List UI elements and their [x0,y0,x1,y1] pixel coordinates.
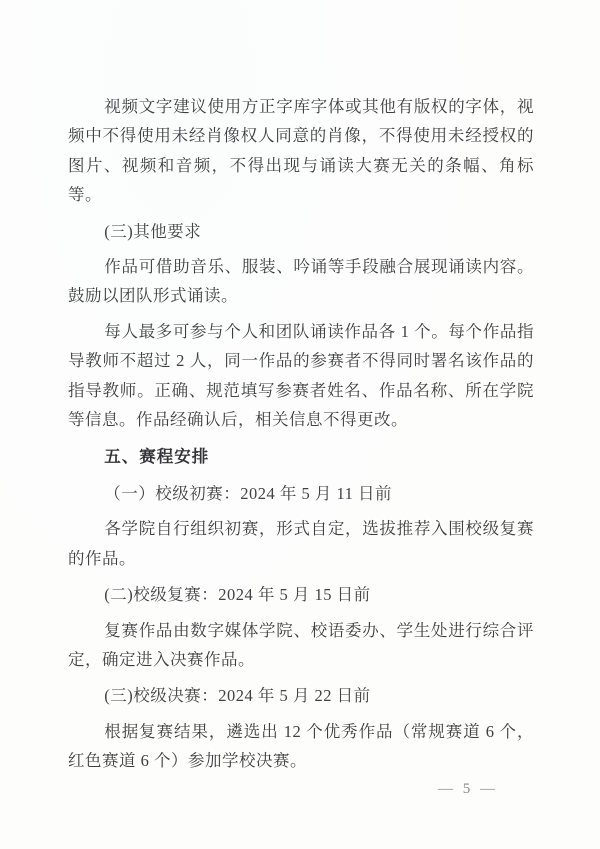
heading-schedule: 五、赛程安排 [104,447,210,467]
para-semifinal-description: 复赛作品由数字媒体学院、校语委办、学生处进行综合评定，确定进入决赛作品。 [68,620,534,669]
para-performance-methods: 作品可借助音乐、服装、吟诵等手段融合展现诵读内容。鼓励以团队形式诵读。 [68,257,534,306]
document-body [68,92,534,776]
para-video-font-requirements: 视频文字建议使用方正字库字体或其他有版权的字体，视频中不得使用未经肖像权人同意的肖像，不得使用未经授权的图片、视频和音频，不得出现与诵读大赛无关的条幅、角标等。 [68,97,534,205]
subheading-final-round: (三)校级决赛：2024 年 5 月 22 日前 [104,686,371,706]
subheading-preliminary-round: （一）校级初赛：2024 年 5 月 11 日前 [104,483,393,503]
page-number: — 5 — [438,781,498,797]
para-preliminary-description: 各学院自行组织初赛，形式自定，选拔推荐入围校级复赛的作品。 [68,519,534,568]
para-participation-limits: 每人最多可参与个人和团队诵读作品各 1 个。每个作品指导教师不超过 2 人，同一作品的参赛者不得同时署名该作品的指导教师。正确、规范填写参赛者姓名、作品名称、所在学院等信息。作品经确认后，相关信息不得更改。 [68,321,534,430]
subheading-other-requirements: (三)其他要求 [104,221,202,241]
para-final-description: 根据复赛结果，遴选出 12 个优秀作品（常规赛道 6 个，红色赛道 6 个）参加学校决赛。 [68,721,534,771]
subheading-semifinal-round: (二)校级复赛：2024 年 5 月 15 日前 [104,585,371,605]
